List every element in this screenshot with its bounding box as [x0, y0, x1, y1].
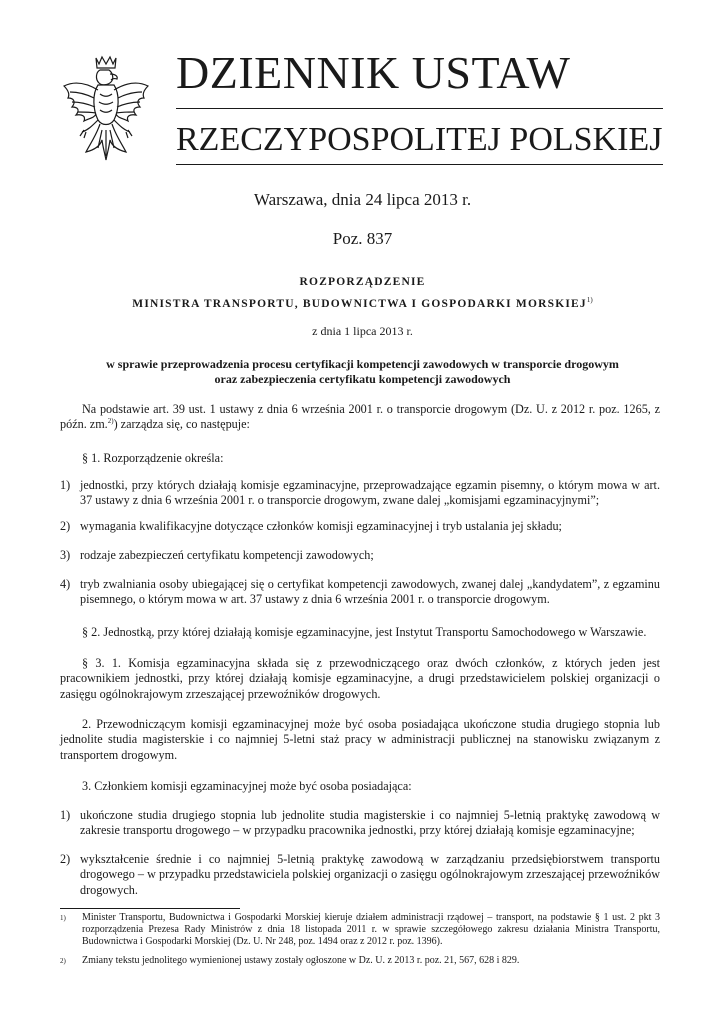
act-subject-line2: oraz zabezpieczenia certyfikatu kompetencji zawodowych: [214, 372, 511, 386]
list-item: [60, 478, 660, 509]
list-item: [60, 577, 660, 608]
section-3-para-2: 2. Przewodniczącym komisji egzaminacyjnej może być osoba posiadająca ukończone studia drugiego stopnia lub jednolite studia magisterskie i co najmniej 5-letni staż pracy w administracji publicznej na stanowisku związanym z transportem drogowym.: [60, 717, 660, 762]
preamble-text-a: Na podstawie art. 39 ust. 1 ustawy z dnia 6 września 2001 r. o transporcie drogowym (Dz. U. z 2012 r. poz. 1265, z późn. zm.: [60, 402, 660, 432]
footnote-text: Minister Transportu, Budownictwa i Gospodarki Morskiej kieruje działem administracji rządowej – transport, na podstawie § 1 ust. 2 pkt 3 rozporządzenia Prezesa Rady Ministrów z dnia 18 listopada 2011 r. w sprawie szczegółowego zakresu działania Ministra Transportu, Budownictwa i Gospodarki Morskiej (Dz. U. Nr 248, poz. 1494 oraz z 2012 r. poz. 1396).: [82, 912, 660, 948]
section-1-intro: § 1. Rozporządzenie określa:: [82, 451, 224, 465]
footnote-number: 2): [60, 957, 66, 965]
list-item-number: 3): [60, 548, 71, 562]
footnote-ref-2[interactable]: 2): [107, 417, 114, 426]
list-item-text: jednostki, przy których działają komisje egzaminacyjne, przeprowadzające egzamin pisemny, o którym mowa w art. 37 ustawy z dnia 6 września 2001 r. o transporcie drogowym, zwane dalej „komisjami egzaminacyjnymi”;: [80, 478, 660, 508]
act-type: ROZPORZĄDZENIE: [299, 276, 426, 288]
journal-title: DZIENNIK USTAW: [176, 47, 571, 98]
position-number: Poz. 837: [332, 229, 393, 248]
list-item-text: tryb zwalniania osoby ubiegającej się o certyfikat kompetencji zawodowych, zwanej dalej „kandydatem”, z egzaminu pisemnego, o którym mowa w art. 37 ustawy z dnia 6 września 2001 r. o transporcie drogowym.: [80, 577, 660, 607]
list-item: [60, 852, 660, 898]
list-item-text: ukończone studia drugiego stopnia lub jednolite studia magisterskie i co najmniej 5-letnią praktykę zawodową w zakresie transportu drogowego – w przypadku pracownika jednostki, przy której działają komisje egzaminacyjne;: [80, 808, 660, 838]
header-rule: [176, 108, 663, 109]
list-item-text: wymagania kwalifikacyjne dotyczące członków komisji egzaminacyjnej i tryb ustalania jej składu;: [80, 519, 562, 533]
list-item-number: 4): [60, 577, 71, 591]
footnote-text: Zmiany tekstu jednolitego wymienionej ustawy zostały ogłoszone w Dz. U. z 2013 r. poz. 21, 567, 628 i 829.: [82, 955, 520, 966]
list-item: [60, 519, 660, 534]
list-item-number: 1): [60, 808, 71, 822]
act-subject-line1: w sprawie przeprowadzenia procesu certyfikacji kompetencji zawodowych w transporcie drogowym: [106, 357, 619, 371]
footnote: [60, 912, 660, 949]
list-item-number: 1): [60, 478, 71, 492]
white-eagle-emblem-icon: [58, 52, 154, 164]
footnote-ref-1[interactable]: 1): [586, 296, 593, 304]
footnote: [60, 955, 660, 967]
list-item: [60, 548, 660, 563]
section-2: § 2. Jednostką, przy której działają komisje egzaminacyjne, jest Instytut Transportu Samochodowego w Warszawie.: [82, 625, 647, 639]
journal-subtitle: RZECZYPOSPOLITEJ POLSKIEJ: [176, 121, 663, 158]
footnote-number: 1): [60, 914, 66, 922]
list-item-text: rodzaje zabezpieczeń certyfikatu kompetencji zawodowych;: [80, 548, 374, 562]
section-3-para-1: § 3. 1. Komisja egzaminacyjna składa się z przewodniczącego oraz dwóch członków, z których jeden jest pracownikiem jednostki, przy której działają komisje egzaminacyjne, a drugi przedstawicielem polskiej organizacji o zasięgu ogólnokrajowym zrzeszającej przewoźników drogowych.: [60, 656, 660, 701]
act-authority-text: MINISTRA TRANSPORTU, BUDOWNICTWA I GOSPODARKI MORSKIEJ: [132, 297, 587, 310]
list-item-number: 2): [60, 852, 71, 866]
act-subject: [70, 357, 655, 387]
preamble-text-b: ) zarządza się, co następuje:: [113, 417, 250, 432]
list-item-number: 2): [60, 519, 71, 533]
header-rule-bottom: [176, 164, 663, 165]
act-date: z dnia 1 lipca 2013 r.: [312, 324, 413, 338]
list-item: [60, 808, 660, 839]
section-3-para-3-intro: 3. Członkiem komisji egzaminacyjnej może być osoba posiadająca:: [82, 779, 412, 793]
act-authority: [0, 296, 725, 310]
footnote-separator: [60, 908, 240, 909]
preamble: [60, 402, 660, 433]
list-item-text: wykształcenie średnie i co najmniej 5-letnią praktykę zawodową w zarządzaniu przedsiębiorstwem transportu drogowego – w przypadku przedstawiciela polskiej organizacji o zasięgu ogólnokrajowym zrzeszającej przewoźników drogowych.: [80, 852, 660, 897]
publication-date: Warszawa, dnia 24 lipca 2013 r.: [253, 190, 472, 209]
